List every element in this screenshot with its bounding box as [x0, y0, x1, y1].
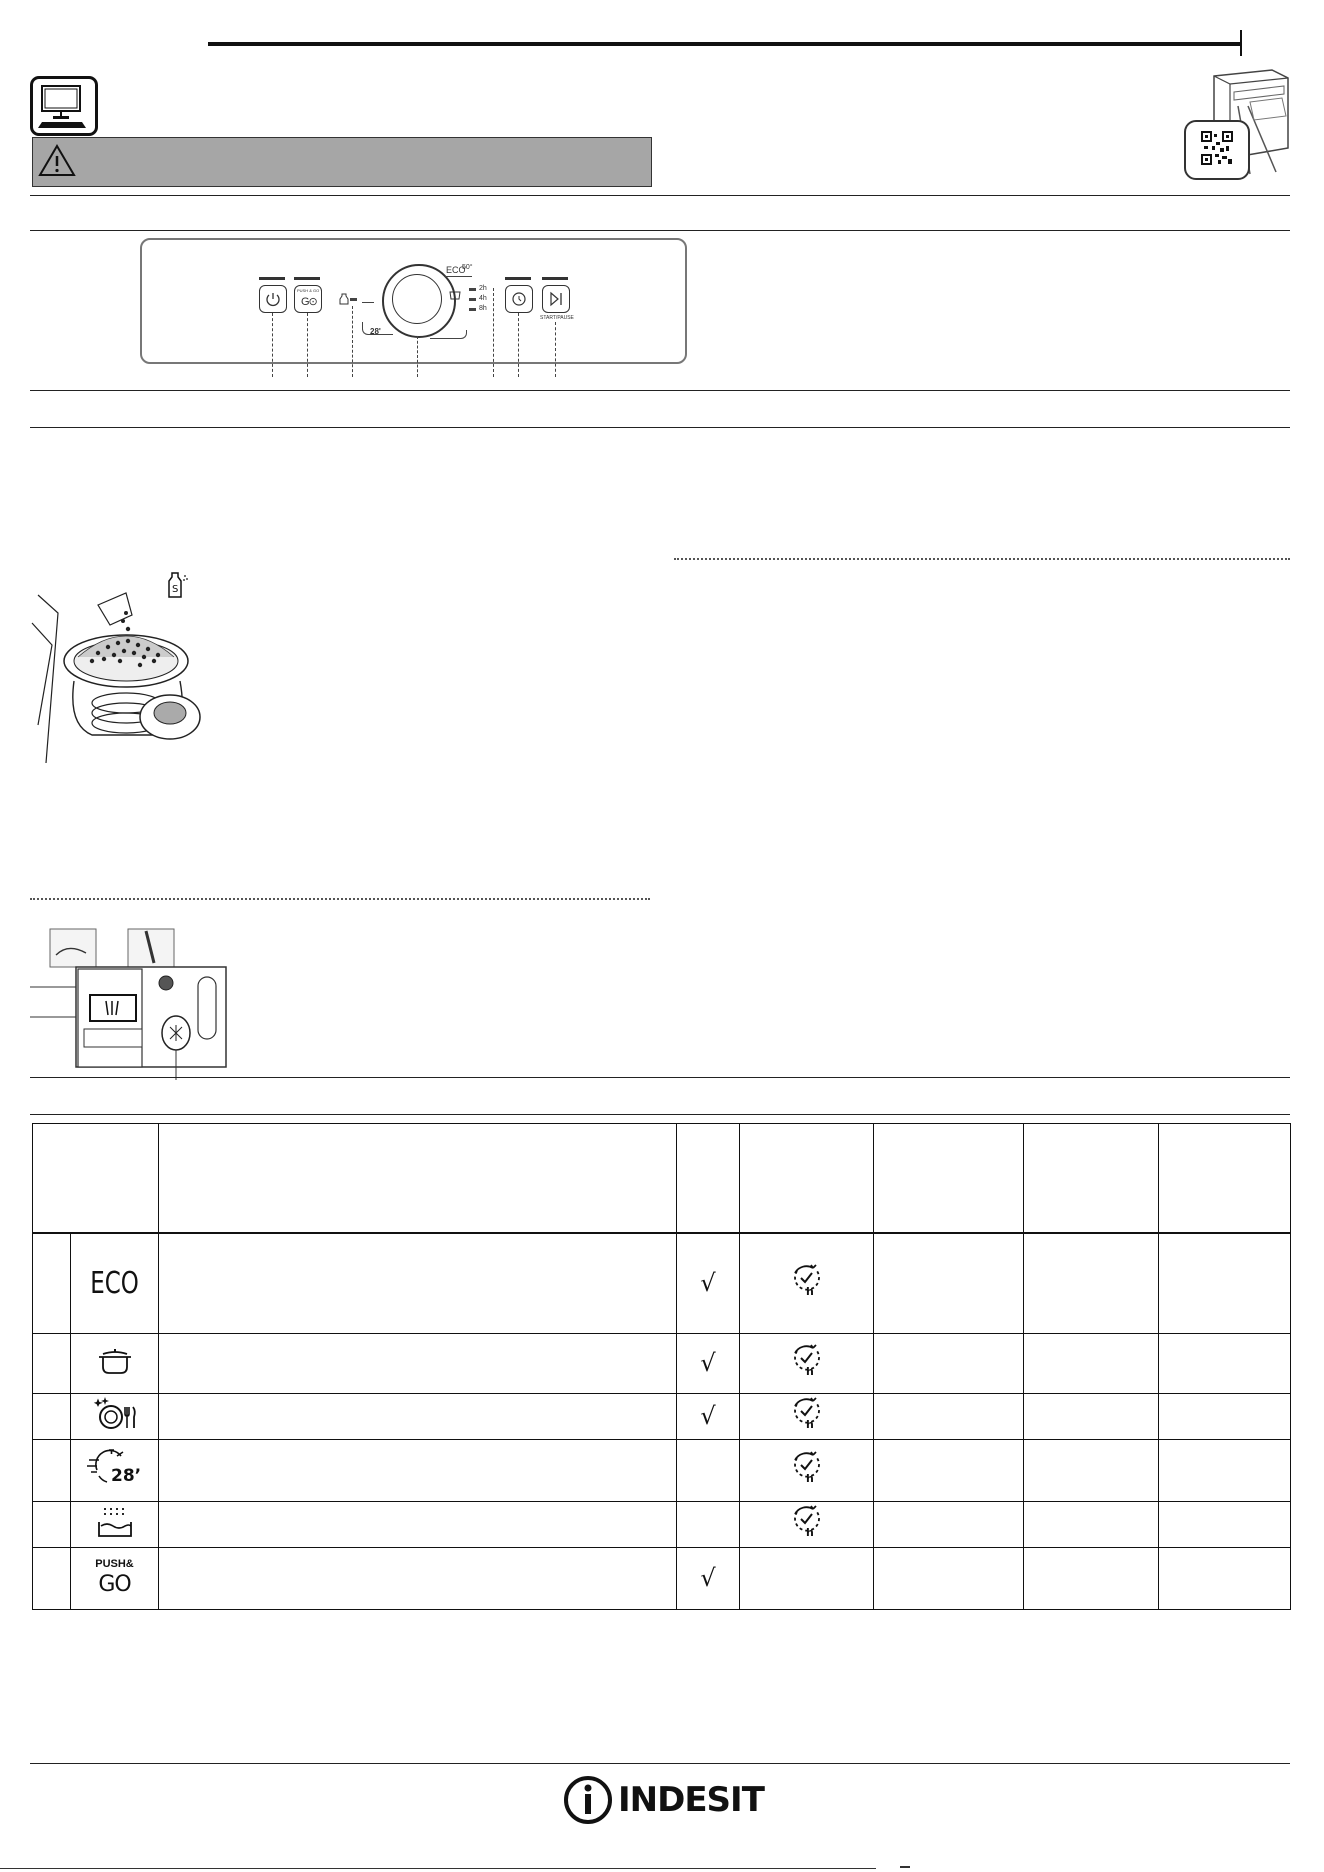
dial-quick-bracket: [362, 322, 393, 335]
check-mark: √: [700, 1564, 716, 1592]
footer-divider: [30, 1763, 1290, 1764]
row-description-cell: [159, 1393, 677, 1439]
svg-text:h: h: [805, 1284, 814, 1298]
delay-icon: [506, 286, 532, 312]
callout-line-5: [493, 288, 494, 377]
dial-label-quick: 28': [370, 327, 381, 336]
table-row: [33, 1547, 1291, 1609]
start-pause-button-bar: [542, 277, 568, 280]
row-delay-cell: [740, 1233, 874, 1333]
row-check-cell: [677, 1233, 740, 1333]
dial-eco-underline: [444, 276, 472, 277]
row-cell: [1159, 1501, 1291, 1547]
callout-line-2: [307, 313, 308, 377]
check-mark: √: [700, 1269, 716, 1298]
row-description-cell: [159, 1233, 677, 1333]
salt-indicator-led: [350, 298, 357, 301]
push-go-button[interactable]: [294, 285, 322, 313]
table-row: [33, 1501, 1291, 1547]
row-cell: [874, 1439, 1024, 1501]
row-cell: [874, 1233, 1024, 1333]
quick-28-label: 28’: [111, 1465, 142, 1486]
row-cell: [1159, 1547, 1291, 1609]
power-button[interactable]: [259, 285, 287, 313]
eco-program-label: ECO: [90, 1265, 139, 1301]
top-rule: [208, 42, 1242, 46]
row-delay-cell: [740, 1501, 874, 1547]
check-mark: √: [700, 1349, 716, 1377]
row-cell: [1159, 1233, 1291, 1333]
push-and-go-icon: [71, 1547, 159, 1609]
play-pause-icon: [543, 286, 569, 312]
row-number-cell: [33, 1333, 71, 1393]
row-delay-cell: [740, 1547, 874, 1609]
start-pause-label: START/PAUSE: [540, 315, 574, 321]
row-cell: [874, 1547, 1024, 1609]
row-check-cell: [677, 1393, 740, 1439]
table-row: [33, 1333, 1291, 1393]
row-delay-cell: [740, 1333, 874, 1393]
row-number-cell: [33, 1233, 71, 1333]
row-cell: [874, 1333, 1024, 1393]
svg-text:h: h: [805, 1364, 814, 1378]
row-cell: [874, 1393, 1024, 1439]
section-divider-6: [30, 1114, 1290, 1115]
header-check-cell: [677, 1124, 740, 1234]
row-check-cell: [677, 1501, 740, 1547]
delay-start-icon: [787, 1396, 827, 1432]
header-col7-cell: [1024, 1124, 1159, 1234]
check-mark: √: [700, 1402, 716, 1430]
program-dial-knob: [392, 274, 442, 324]
table-row: [33, 1233, 1291, 1333]
quick-28-icon: [71, 1439, 159, 1501]
table-row: [33, 1439, 1291, 1501]
sparkling-dishes-icon: [71, 1393, 159, 1439]
row-cell: [1159, 1333, 1291, 1393]
power-button-bar: [259, 277, 285, 280]
push-go-button-go: G⊙: [301, 296, 317, 308]
warning-bar: [32, 137, 652, 187]
salt-refill-illustration: [28, 585, 228, 763]
programs-table: [32, 1123, 1291, 1610]
salt-indicator-icon: [338, 292, 350, 306]
svg-text:h: h: [805, 1471, 814, 1485]
header-delay-cell: [740, 1124, 874, 1234]
row-number-cell: [33, 1501, 71, 1547]
row-description-cell: [159, 1501, 677, 1547]
detergent-dispenser-illustration: [28, 925, 228, 1080]
push-go-label-bottom: GO: [98, 1572, 131, 1597]
delay-start-icon: [787, 1504, 827, 1540]
row-cell: [874, 1501, 1024, 1547]
delay-button[interactable]: [505, 285, 533, 313]
header-program-cell: [33, 1124, 159, 1234]
header-col8-cell: [1159, 1124, 1291, 1234]
dial-label-eco-temp: 50°: [462, 264, 473, 271]
dial-pot-icon: [448, 289, 462, 301]
row-cell: [1024, 1233, 1159, 1333]
dishwasher-icon: [1190, 62, 1294, 186]
row-check-cell: [677, 1439, 740, 1501]
qr-code-icon: [1184, 120, 1250, 180]
row-check-cell: [677, 1547, 740, 1609]
delay-led-4h: [469, 298, 476, 301]
start-pause-button[interactable]: [542, 285, 570, 313]
delay-start-icon: [787, 1263, 827, 1299]
row-cell: [1024, 1501, 1159, 1547]
row-description-cell: [159, 1547, 677, 1609]
row-number-cell: [33, 1393, 71, 1439]
row-cell: [1024, 1439, 1159, 1501]
prewash-icon: [71, 1501, 159, 1547]
dotted-separator-left: [30, 898, 650, 900]
delay-button-bar: [505, 277, 531, 280]
delay-label-8h: 8h: [479, 305, 487, 312]
section-divider-2: [30, 230, 1290, 231]
delay-led-2h: [469, 288, 476, 291]
top-rule-end: [1240, 30, 1242, 56]
delay-led-8h: [469, 308, 476, 311]
row-number-cell: [33, 1439, 71, 1501]
table-row: [33, 1393, 1291, 1439]
callout-line-1: [272, 313, 273, 377]
callout-line-6: [518, 313, 519, 377]
rinse-indicator-icon: [362, 290, 374, 303]
dial-right-bracket: [430, 330, 467, 339]
delay-label-2h: 2h: [479, 285, 487, 292]
brand-name: INDESIT: [618, 1780, 764, 1820]
header-col6-cell: [874, 1124, 1024, 1234]
row-cell: [1159, 1439, 1291, 1501]
push-go-button-bar: [294, 277, 320, 280]
pot-program-icon: [71, 1333, 159, 1393]
dotted-separator-right: [674, 558, 1290, 560]
svg-text:h: h: [805, 1417, 814, 1431]
eco-program-icon: [71, 1233, 159, 1333]
row-description-cell: [159, 1439, 677, 1501]
row-description-cell: [159, 1333, 677, 1393]
svg-text:h: h: [805, 1525, 814, 1539]
svg-text:S: S: [172, 584, 179, 595]
delay-label-4h: 4h: [479, 295, 487, 302]
row-delay-cell: [740, 1439, 874, 1501]
section-divider-5: [30, 1077, 1290, 1078]
header-description-cell: [159, 1124, 677, 1234]
push-go-button-label: PUSH & GO: [297, 288, 320, 293]
programs-table-header: [33, 1124, 1291, 1234]
section-divider-4: [30, 427, 1290, 428]
push-go-label-top: PUSH&: [95, 1558, 134, 1570]
delay-start-icon: [787, 1450, 827, 1486]
power-icon: [260, 286, 286, 312]
monitor-icon: [30, 76, 98, 136]
indesit-logo-icon: [562, 1774, 768, 1826]
delay-start-icon: [787, 1343, 827, 1379]
callout-line-3: [352, 306, 353, 377]
row-delay-cell: [740, 1393, 874, 1439]
row-cell: [1024, 1333, 1159, 1393]
bottom-rule: [0, 1868, 876, 1869]
dial-label-eco: ECO: [446, 265, 466, 275]
callout-line-7: [555, 322, 556, 377]
row-cell: [1024, 1547, 1159, 1609]
row-cell: [1024, 1393, 1159, 1439]
bottom-rule-mark: [900, 1866, 910, 1868]
warning-triangle-icon: [37, 143, 77, 179]
section-divider-3: [30, 390, 1290, 391]
row-check-cell: [677, 1333, 740, 1393]
row-cell: [1159, 1393, 1291, 1439]
callout-line-4: [417, 336, 418, 377]
row-number-cell: [33, 1547, 71, 1609]
section-divider-1: [30, 195, 1290, 196]
